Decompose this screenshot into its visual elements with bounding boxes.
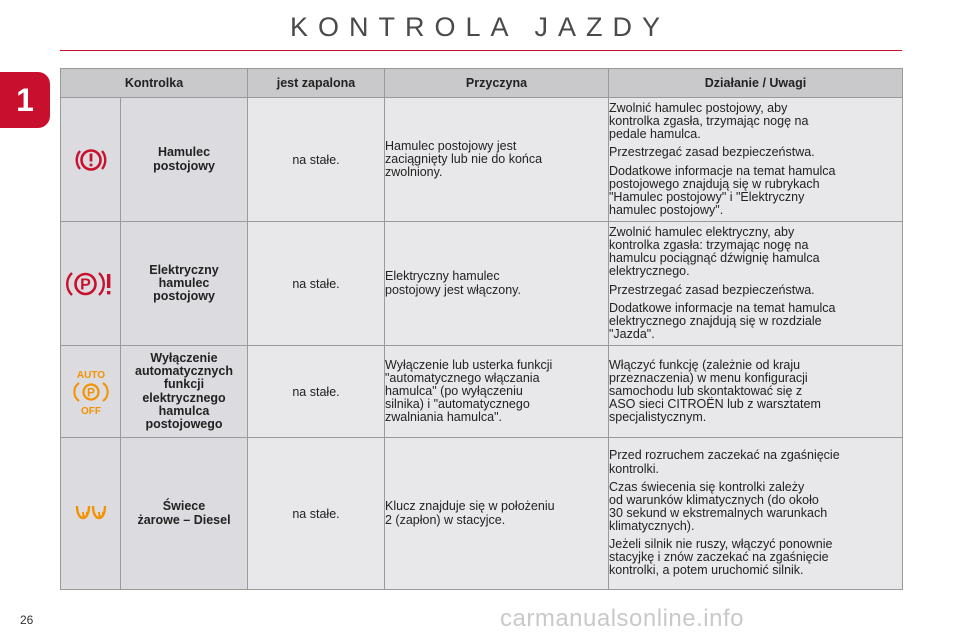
auto-label: AUTO: [76, 369, 105, 381]
action-paragraph: [609, 165, 902, 218]
lit-state: na stałe.: [248, 438, 385, 590]
light-name-line: elektrycznego: [142, 390, 226, 405]
table-row: [61, 222, 903, 346]
light-name-line: Hamulec: [157, 145, 211, 160]
watermark: carmanualsonline.info: [500, 605, 744, 632]
action-line: hamulec postojowy".: [609, 202, 724, 217]
action-line: klimatycznych).: [609, 519, 695, 534]
action-paragraph: [609, 102, 902, 141]
parking-brake-warning-icon: [74, 145, 108, 175]
light-name-line: żarowe – Diesel: [137, 512, 231, 527]
action-line: hamulcu pociągnąć dźwignię hamulca: [609, 251, 820, 266]
action-line: Czas świecenia się kontrolki zależy: [609, 479, 805, 494]
action-line: stacyjkę i znów zaczekać na zgaśnięcie: [609, 550, 829, 565]
action-line: przeznaczenia) w menu konfiguracji: [609, 370, 808, 385]
action-line: "Hamulec postojowy" i "Elektryczny: [609, 189, 805, 204]
warning-lights-table: [60, 68, 903, 590]
page-number: 26: [20, 613, 34, 627]
lit-state: na stałe.: [248, 222, 385, 346]
lit-state: na stałe.: [248, 346, 385, 438]
cause-line: zwolniony.: [385, 165, 443, 180]
action-line: Dodatkowe informacje na temat hamulca: [609, 300, 836, 315]
light-name-line: Świece: [162, 499, 206, 514]
off-label: OFF: [80, 405, 101, 416]
cause-line: silnika) i "automatycznego: [385, 397, 530, 412]
electric-parking-brake-icon: [66, 268, 116, 300]
action-line: pedale hamulca.: [609, 127, 701, 142]
action-line: "Jazda".: [609, 326, 655, 341]
light-name-line: postojowy: [153, 289, 215, 304]
cause-line: postojowy jest włączony.: [385, 282, 521, 297]
auto-park-off-icon: [69, 368, 113, 416]
table-row: [61, 346, 903, 438]
light-name-line: hamulec: [158, 275, 210, 290]
action-line: Przed rozruchem zaczekać na zgaśnięcie: [609, 448, 840, 463]
action-line: kontrolka zgasła: trzymając nogę na: [609, 238, 809, 253]
light-name-line: automatycznych: [135, 364, 233, 379]
action-paragraph: [609, 359, 902, 425]
chapter-tab: 1: [0, 72, 50, 128]
cause-line: "automatycznego włączania: [385, 370, 540, 385]
action-line: kontrolki.: [609, 461, 660, 476]
cause-line: zaciągnięty lub nie do końca: [385, 151, 543, 166]
cause-line: hamulca" (po wyłączeniu: [385, 383, 523, 398]
action-line: elektrycznego znajdują się w rozdziale: [609, 313, 822, 328]
action-line: elektrycznego.: [609, 264, 690, 279]
action-paragraph: [609, 226, 902, 279]
cause-line: Klucz znajduje się w położeniu: [385, 499, 555, 514]
action-line: specjalistycznym.: [609, 410, 707, 425]
action-line: Włączyć funkcję (zależnie od kraju: [609, 357, 801, 372]
column-header-kontrolka: Kontrolka: [61, 69, 248, 98]
cause-line: Elektryczny hamulec: [385, 269, 500, 284]
light-name-line: Elektryczny: [149, 262, 219, 277]
cause-line: Hamulec postojowy jest: [385, 138, 517, 153]
table-header-row: [61, 69, 903, 98]
action-line: kontrolka zgasła, trzymając nogę na: [609, 114, 809, 129]
action-line: Przestrzegać zasad bezpieczeństwa.: [609, 145, 815, 160]
action-paragraph: [609, 284, 902, 297]
action-paragraph: [609, 538, 902, 577]
action-line: 30 sekund w ekstremalnych warunkach: [609, 505, 828, 520]
action-paragraph: [609, 302, 902, 341]
action-line: Jeżeli silnik nie ruszy, włączyć ponownie: [609, 537, 833, 552]
glow-plug-icon: [73, 502, 109, 526]
action-paragraph: [609, 481, 902, 534]
action-line: Zwolnić hamulec postojowy, aby: [609, 101, 788, 115]
page-title: KONTROLA JAZDY: [289, 12, 671, 42]
action-line: kontrolki, a potem uruchomić silnik.: [609, 563, 804, 578]
light-name-line: postojowy: [153, 158, 215, 173]
action-line: samochodu lub skontaktować się z: [609, 383, 803, 398]
light-name-line: postojowego: [145, 416, 223, 431]
action-line: ASO sieci CITROËN lub z warsztatem: [609, 397, 821, 412]
action-line: od warunków klimatycznych (do około: [609, 492, 819, 507]
column-header-action: Działanie / Uwagi: [609, 69, 903, 98]
cause-line: 2 (zapłon) w stacyjce.: [385, 512, 506, 527]
action-line: Zwolnić hamulec elektryczny, aby: [609, 225, 795, 239]
cause-line: Wyłączenie lub usterka funkcji: [385, 357, 553, 372]
action-paragraph: [609, 146, 902, 159]
light-name-line: hamulca: [158, 403, 210, 418]
action-line: Przestrzegać zasad bezpieczeństwa.: [609, 282, 815, 297]
svg-text:P: P: [79, 276, 91, 293]
cause-line: zwalniania hamulca".: [385, 410, 502, 425]
light-name-line: Wyłączenie: [150, 351, 218, 366]
light-name-line: funkcji: [163, 377, 205, 392]
action-line: postojowego znajdują się w rubrykach: [609, 176, 820, 191]
column-header-lit: jest zapalona: [248, 69, 385, 98]
column-header-cause: Przyczyna: [385, 69, 609, 98]
action-paragraph: [609, 449, 902, 475]
action-line: Dodatkowe informacje na temat hamulca: [609, 163, 836, 178]
table-row: [61, 438, 903, 590]
lit-state: na stałe.: [248, 98, 385, 222]
park-letter: P: [86, 385, 95, 399]
table-row: [61, 98, 903, 222]
title-divider: [60, 50, 902, 51]
